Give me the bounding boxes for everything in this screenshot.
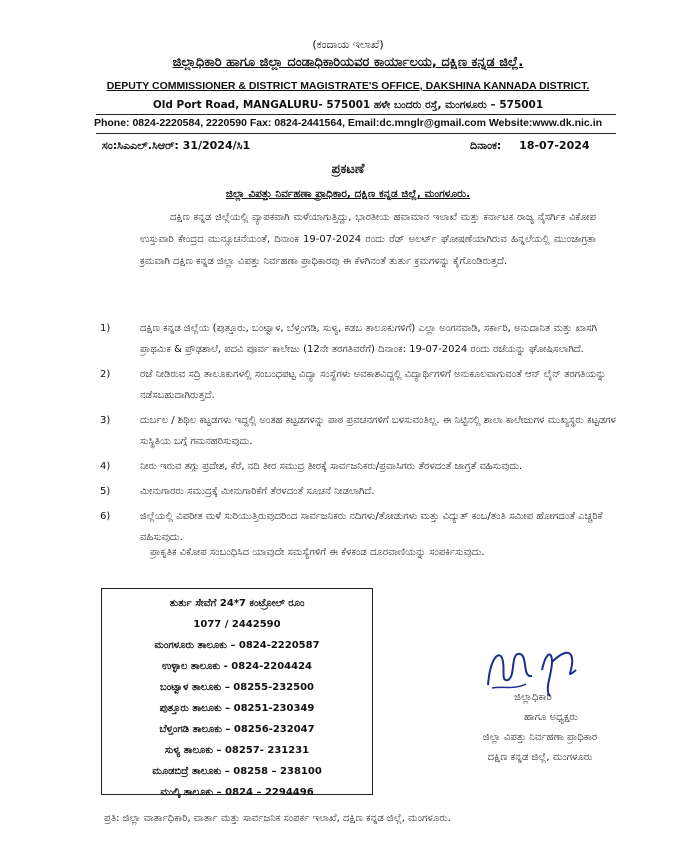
signatory-location: ದಕ್ಷಿಣ ಕನ್ನಡ ಜಿಲ್ಲೆ, ಮಂಗಳೂರು [487,752,593,763]
signatory-role: ಹಾಗೂ ಅಧ್ಯಕ್ಷರು [524,712,578,723]
office-address: Old Port Road, MANGALURU- 575001 ಹಳೇ ಬಂದರು ರಸ್ತೆ, ಮಂಗಳೂರು – 575001 [152,99,544,111]
date-label: ದಿನಾಂಕ: [470,139,502,152]
date-value: 18-07-2024 [519,139,590,152]
item-number: 1) [100,323,111,334]
office-contact: Phone: 0824-2220584, 2220590 Fax: 0824-2441564, Email:dc.mnglr@gmail.com Website:www.dk.nic.in [93,117,603,129]
list-item [100,506,620,548]
signatory-authority: ಜಿಲ್ಲಾ ವಿಪತ್ತು ನಿರ್ವಹಣಾ ಪ್ರಾಧಿಕಾರ [482,732,598,743]
item-number: 4) [100,461,111,472]
authority-heading: ಜಿಲ್ಲಾ ವಿಪತ್ತು ನಿರ್ವಹಣಾ ಪ್ರಾಧಿಕಾರ, ದಕ್ಷಿಣ ಕನ್ನಡ ಜಿಲ್ಲೆ, ಮಂಗಳೂರು. [225,188,471,200]
control-room-number: 1077 / 2442590 [193,619,281,630]
taluk-helpline: ಮುಲ್ಕಿ ತಾಲೂಕು – 0824 – 2294496 [160,787,314,798]
item-text: ದುರ್ಬಲ / ಶಿಥಿಲ ಕಟ್ಟಡಗಳು ಇದ್ದಲ್ಲಿ ಅಂತಹ ಕಟ್ಟಡಗಳನ್ನು ಪಾಠ ಪ್ರವಚನಗಳಿಗೆ ಬಳಸುವಂತಿಲ್ಲ. ಈ ನಿಟ್ಟಿನಲ್ಲಿ ಶಾಲಾ ಕಾಲೇಜುಗಳ ಮುಖ್ಯಸ್ಥರು ಕಟ್ಟಡಗಳ ಸುಸ್ಥಿತಿಯ ಬಗ್ಗೆ ಗಮನಹರಿಸುವುದು. [140,415,616,447]
list-item [100,410,620,452]
reference-number: ಸಂ:ಸಿಎಎಲ್.ಸಿಆರ್: 31/2024/ಸಿ1 [102,139,251,152]
item-number: 2) [100,369,111,380]
header-divider [96,114,616,115]
intro-paragraph: ದಕ್ಷಿಣ ಕನ್ನಡ ಜಿಲ್ಲೆಯಲ್ಲಿ ವ್ಯಾಪಕವಾಗಿ ಮಳೆಯಾಗುತ್ತಿದ್ದು, ಭಾರತೀಯ ಹವಾಮಾನ ಇಲಾಖೆ ಮತ್ತು ಕರ್ನಾಟಕ ರಾಜ್ಯ ನೈಸರ್ಗಿಕ ವಿಕೋಪ ಉಸ್ತುವಾರಿ ಕೇಂದ್ರದ ಮುನ್ಸೂಚನೆಯಂತೆ, ದಿನಾಂಕ 19-07-2024 ರಂದು ರೆಡ್ ಅಲರ್ಟ್ ಘೋಷಣೆಯಾಗಿರುವ ಹಿನ್ನಲೆಯಲ್ಲಿ ಮುಂಜಾಗ್ರತಾ ಕ್ರಮವಾಗಿ ದಕ್ಷಿಣ ಕನ್ನಡ ಜಿಲ್ಲಾ ವಿಪತ್ತು ನಿರ್ವಹಣಾ ಪ್ರಾಧಿಕಾರವು ಈ ಕೆಳಗಿನಂತೆ ತುರ್ತು ಕ್ರಮಗಳನ್ನು ಕೈಗೊಂಡಿರುತ್ತದೆ. [140,212,596,267]
control-room-box [101,588,373,798]
taluk-helpline: ಮಂಗಳೂರು ತಾಲೂಕು – 0824-2220587 [154,640,320,651]
taluk-helpline: ಸುಳ್ಯ ತಾಲೂಕು – 08257- 231231 [164,745,310,756]
issue-date [470,139,590,153]
item-text: ನೀರು ಇರುವ ತಗ್ಗು ಪ್ರದೇಶ, ಕೆರೆ, ನದಿ ತೀರ ಸಮುದ್ರ ತೀರಕ್ಕೆ ಸಾರ್ವಜನಿಕರು/ಪ್ರವಾಸಿಗರು ತೆರಳದಂತೆ ಜಾಗ್ರತೆ ವಹಿಸುವುದು. [140,461,523,472]
taluk-helpline: ಉಳ್ಳಾಲ ತಾಲೂಕು - 0824-2204424 [162,661,312,672]
measures-list [100,318,620,548]
item-number: 3) [100,415,111,426]
office-title-english: DEPUTY COMMISSIONER & DISTRICT MAGISTRATE'S OFFICE, DAKSHINA KANNADA DISTRICT. [106,80,590,92]
taluk-helpline: ಪುತ್ತೂರು ತಾಲೂಕು – 08251-230349 [159,703,315,714]
item-number: 5) [100,486,111,497]
list-item [100,318,620,360]
header-divider-bottom [96,133,616,134]
taluk-helpline: ಬಂಟ್ವಾಳ ತಾಲೂಕು – 08255-232500 [159,682,314,693]
signature-image [480,640,590,700]
office-title-kannada: ಜಿಲ್ಲಾಧಿಕಾರಿ ಹಾಗೂ ಜಿಲ್ಲಾ ದಂಡಾಧಿಕಾರಿಯವರ ಕಾರ್ಯಾಲಯ, ದಕ್ಷಿಣ ಕನ್ನಡ ಜಿಲ್ಲೆ. [172,55,524,70]
taluk-helpline: ಬೆಳ್ತಂಗಡಿ ತಾಲೂಕು – 08256-232047 [159,724,315,735]
department-label: (ಕಂದಾಯ ಇಲಾಖೆ) [312,38,384,51]
signatory-designation: ಜಿಲ್ಲಾಧಿಕಾರಿ [514,692,552,703]
item-text: ದಕ್ಷಿಣ ಕನ್ನಡ ಜಿಲ್ಲೆಯ (ಪುತ್ತೂರು, ಬಂಟ್ವಾಳ, ಬೆಳ್ತಂಗಡಿ, ಸುಳ್ಯ, ಕಡಬ ತಾಲೂಕುಗಳಿಗೆ) ಎಲ್ಲಾ ಅಂಗನವಾಡಿ, ಸರ್ಕಾರಿ, ಅನುದಾನಿತ ಮತ್ತು ಖಾಸಗಿ ಪ್ರಾಥಮಿಕ & ಪ್ರೌಢಶಾಲೆ, ಪದವಿ ಪೂರ್ವ ಕಾಲೇಜು (12ನೇ ತರಗತಿವರೆಗೆ) ದಿನಾಂಕ: 19-07-2024 ರಂದು ರಜೆಯನ್ನು ಘೋಷಿಸಲಾಗಿದೆ. [140,323,597,355]
item-text: ಮೀನುಗಾರರು ಸಮುದ್ರಕ್ಕೆ ಮೀನುಗಾರಿಕೆಗೆ ತೆರಳದಂತೆ ಸೂಚನೆ ನೀಡಲಾಗಿದೆ. [140,486,375,497]
list-item [100,364,620,406]
copy-to-note: ಪ್ರತಿ: ಜಿಲ್ಲಾ ವಾರ್ತಾಧಿಕಾರಿ, ವಾರ್ತಾ ಮತ್ತು ಸಾರ್ವಜನಿಕ ಸಂಪರ್ಕ ಇಲಾಖೆ, ದಕ್ಷಿಣ ಕನ್ನಡ ಜಿಲ್ಲೆ, ಮಂಗಳೂರು. [104,813,451,824]
notice-title: ಪ್ರಕಟಣೆ [331,162,365,177]
list-item [100,456,620,477]
item-number: 6) [100,511,111,522]
taluk-helpline: ಮೂಡಬಿದ್ರೆ ತಾಲೂಕು – 08258 – 238100 [152,766,322,777]
helpline-instruction: ಪ್ರಾಕೃತಿಕ ವಿಕೋಪ ಸಂಬಂಧಿಸಿದ ಯಾವುದೇ ಸಮಸ್ಯೆಗಳಿಗೆ ಈ ಕೆಳಕಂಡ ದೂರವಾಣಿಯನ್ನು ಸಂಪರ್ಕಿಸುವುದು. [150,547,485,558]
control-room-title: ತುರ್ತು ಸೇವೆಗೆ 24*7 ಕಂಟ್ರೋಲ್ ರೂಂ [169,598,305,609]
item-text: ಜಿಲ್ಲೆಯಲ್ಲಿ ವಿಪರೀತ ಮಳೆ ಸುರಿಯುತ್ತಿರುವುದರಿಂದ ಸಾರ್ವಜನಿಕರು ನದಿಗಳು/ತೋಡುಗಳು ಮತ್ತು ವಿದ್ಯುತ್ ಕಂಬ/ತಂತಿ ಸಮೀಪ ಹೋಗದಂತೆ ಎಚ್ಚರಿಕೆ ವಹಿಸುವುದು. [140,511,603,543]
item-text: ರಜೆ ನೀಡಿರುವ ಸದ್ರಿ ತಾಲೂಕುಗಳಲ್ಲಿ ಸಂಬಂಧಪಟ್ಟ ವಿದ್ಯಾ ಸಂಸ್ಥೆಗಳು ಅವಕಾಶವಿದ್ದಲ್ಲಿ ವಿದ್ಯಾರ್ಥಿಗಳಿಗೆ ಅನುಕೂಲವಾಗುವಂತೆ ಆನ್ ಲೈನ್ ತರಗತಿಯನ್ನು ನಡೆಸಬಹುದಾಗಿರುತ್ತದೆ. [140,369,607,401]
list-item [100,481,620,502]
